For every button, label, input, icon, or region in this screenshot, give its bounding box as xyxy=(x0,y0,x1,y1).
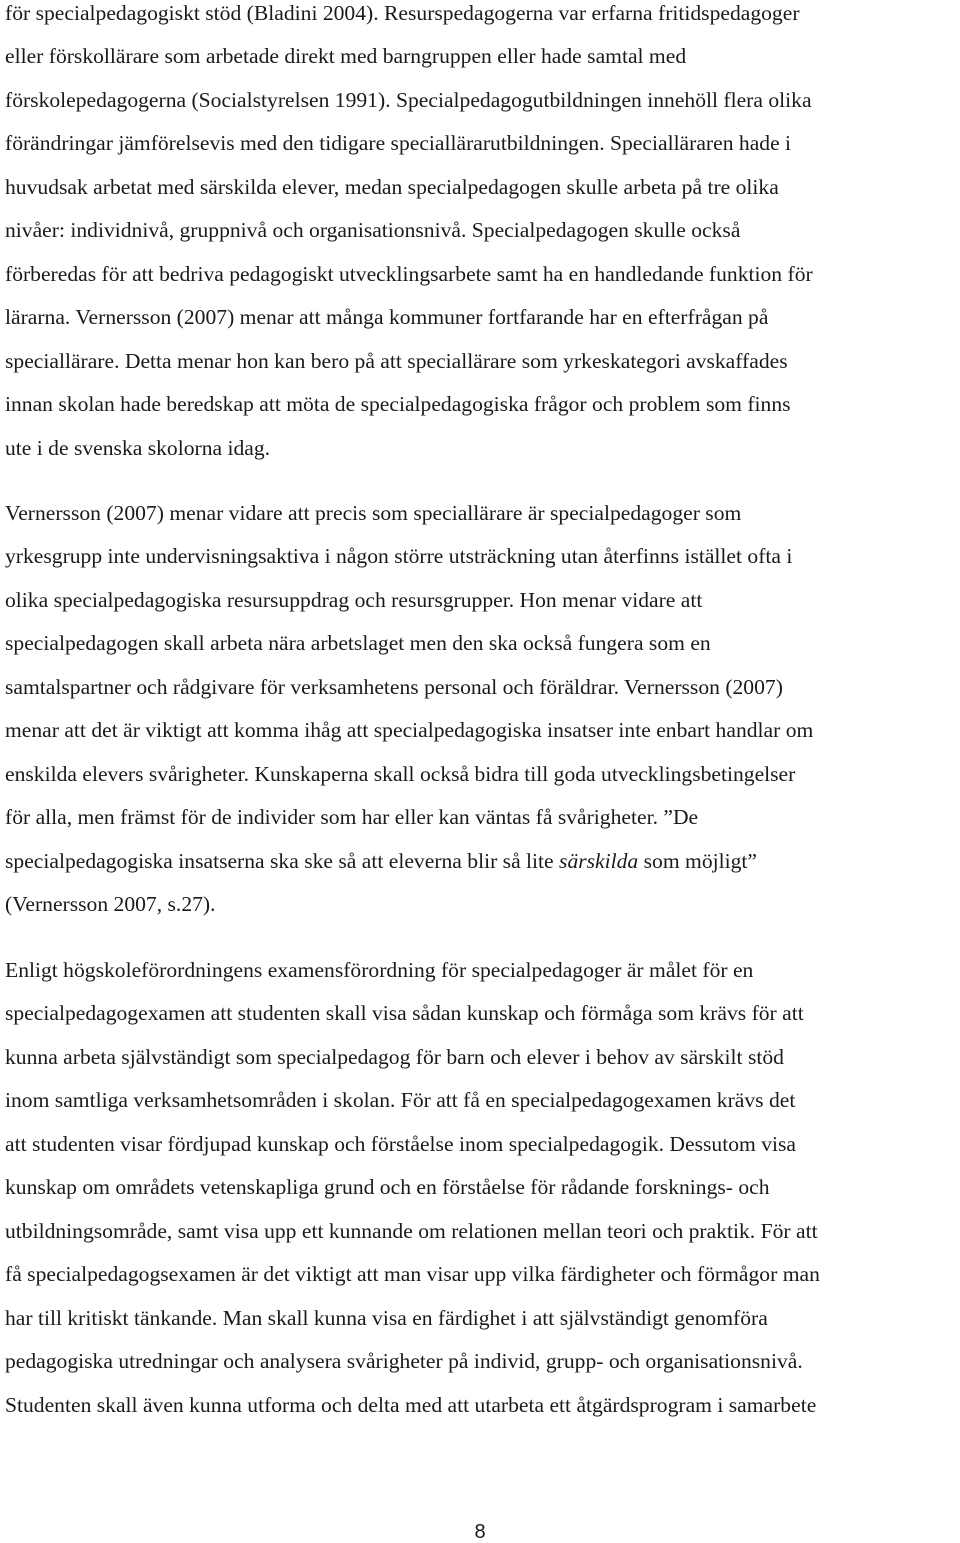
quote-line xyxy=(5,851,757,873)
text-line: kunskap om områdets vetenskapliga grund och en förståelse för rådande forsknings- och xyxy=(5,1175,770,1199)
text-line: för alla, men främst för de individer som har eller kan väntas få svårigheter. ”De xyxy=(5,805,699,829)
text-line: innan skolan hade beredskap att möta de specialpedagogiska frågor och problem som finns xyxy=(5,392,791,416)
page-number: 8 xyxy=(474,1521,486,1543)
text-line: förskolepedagogerna (Socialstyrelsen 1991). Specialpedagogutbildningen innehöll flera olika xyxy=(5,88,812,112)
text-line: specialpedagogexamen att studenten skall visa sådan kunskap och förmåga som krävs för att xyxy=(5,1001,804,1025)
text-line: yrkesgrupp inte undervisningsaktiva i någon större utsträckning utan återfinns istället ofta i xyxy=(5,544,793,568)
text-line: utbildningsområde, samt visa upp ett kunnande om relationen mellan teori och praktik. För att xyxy=(5,1219,818,1243)
text-line: menar att det är viktigt att komma ihåg att specialpedagogiska insatser inte enbart handlar om xyxy=(5,718,814,742)
text-line: få specialpedagogsexamen är det viktigt att man visar upp vilka färdigheter och förmågor man xyxy=(5,1262,820,1286)
quote-emphasis: särskilda xyxy=(559,849,639,873)
text-line: Enligt högskoleförordningens examensförordning för specialpedagoger är målet för en xyxy=(5,958,754,982)
text-line: har till kritiskt tänkande. Man skall kunna visa en färdighet i att självständigt genomföra xyxy=(5,1306,768,1330)
quote-text: specialpedagogiska insatserna ska ske så att eleverna blir så lite xyxy=(5,849,560,873)
text-line: förberedas för att bedriva pedagogiskt utvecklingsarbete samt ha en handledande funktion för xyxy=(5,262,813,286)
text-line: specialpedagogen skall arbeta nära arbetslaget men den ska också fungera som en xyxy=(5,631,711,655)
text-line: speciallärare. Detta menar hon kan bero på att speciallärare som yrkeskategori avskaffades xyxy=(5,349,788,373)
text-line: förändringar jämförelsevis med den tidigare speciallärarutbildningen. Specialläraren hade i xyxy=(5,131,792,155)
text-line: lärarna. Vernersson (2007) menar att många kommuner fortfarande har en efterfrågan på xyxy=(5,305,769,329)
text-line: Vernersson (2007) menar vidare att precis som speciallärare är specialpedagoger som xyxy=(5,501,742,525)
text-line: inom samtliga verksamhetsområden i skolan. För att få en specialpedagogexamen krävs det xyxy=(5,1088,796,1112)
text-line: enskilda elevers svårigheter. Kunskaperna skall också bidra till goda utvecklingsbetingelser xyxy=(5,762,796,786)
text-line: nivåer: individnivå, gruppnivå och organisationsnivå. Specialpedagogen skulle också xyxy=(5,218,741,242)
text-line: samtalspartner och rådgivare för verksamhetens personal och föräldrar. Vernersson (2007) xyxy=(5,675,783,699)
text-line: eller förskollärare som arbetade direkt med barngruppen eller hade samtal med xyxy=(5,44,687,68)
quote-text-end: som möjligt” xyxy=(638,849,757,873)
text-line: pedagogiska utredningar och analysera svårigheter på individ, grupp- och organisationsnivå. xyxy=(5,1349,803,1373)
text-line: Studenten skall även kunna utforma och delta med att utarbeta ett åtgärdsprogram i samarbete xyxy=(5,1393,817,1417)
text-line: kunna arbeta självständigt som specialpedagog för barn och elever i behov av särskilt stöd xyxy=(5,1045,784,1069)
citation-line: (Vernersson 2007, s.27). xyxy=(5,892,216,916)
text-line: olika specialpedagogiska resursuppdrag och resursgrupper. Hon menar vidare att xyxy=(5,588,703,612)
text-line: ute i de svenska skolorna idag. xyxy=(5,436,271,460)
text-line: för specialpedagogiskt stöd (Bladini 2004). Resurspedagogerna var erfarna fritidspedagoger xyxy=(5,1,800,25)
text-line: huvudsak arbetat med särskilda elever, medan specialpedagogen skulle arbeta på tre olika xyxy=(5,175,779,199)
text-line: att studenten visar fördjupad kunskap och förståelse inom specialpedagogik. Dessutom visa xyxy=(5,1132,796,1156)
